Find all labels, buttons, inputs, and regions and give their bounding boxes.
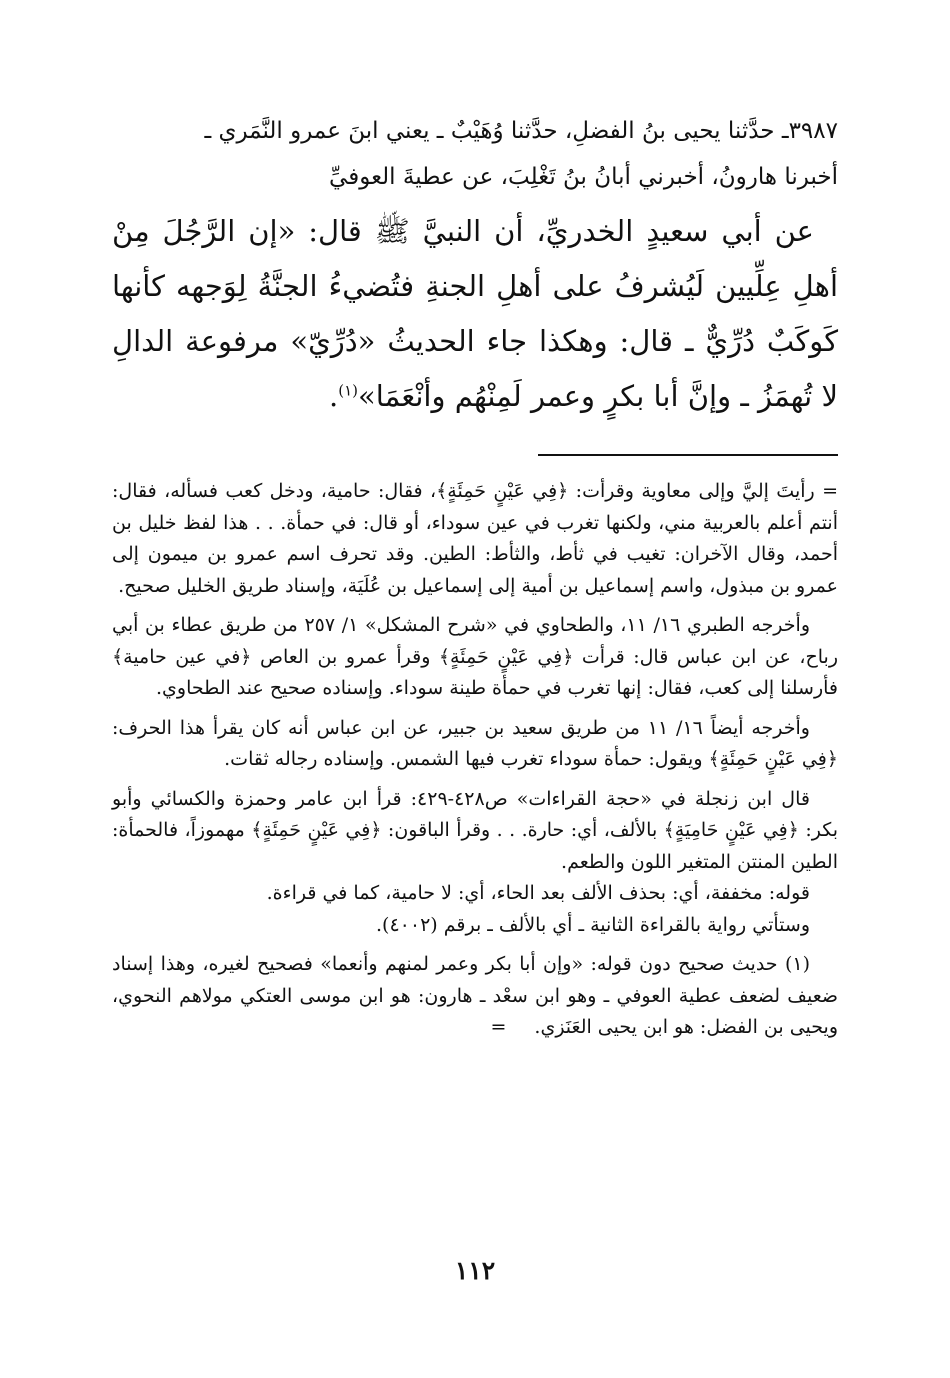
footnote-divider [538,454,838,456]
hadith-body-text: عن أبي سعيدٍ الخدريِّ، أن النبيَّ ﷺ قال: «إن الرَّجُلَ مِنْ أهلِ عِلِّيين لَيُشرفُ على أهلِ الجنةِ فتُضيءُ الجنَّةُ لِوَجهه كأنها كَوكَبٌ دُرِّيٌّ ـ قال: وهكذا جاء الحديثُ «دُرِّيّ» مرفوعة الدالِ لا تُهمَزُ ـ وإنَّ أبا بكرٍ وعمر لَمِنْهُم وأنْعَمَا» [112,214,838,413]
footnote-reference: (١) [338,381,359,400]
footnote-paragraph-3: وأخرجه أيضاً ١٦/ ١١ من طريق سعيد بن جبير، عن ابن عباس أنه كان يقرأ هذا الحرف: ﴿فِي عَيْنٍ حَمِئَةٍ﴾ ويقول: حمأة سوداء تغرب فيها الشمس. وإسناده رجاله ثقات. [112,716,838,770]
hadith-chain-line-1: ٣٩٨٧ـ حدَّثنا يحيى بنُ الفضلِ، حدَّثنا وُهَيْبٌ ـ يعني ابنَ عمرو النَّمَري ـ [204,118,838,144]
hadith-chain [112,108,838,200]
footnotes-section [112,476,838,1044]
footnote-paragraph-4: قال ابن زنجلة في «حجة القراءات» ص٤٢٨-٤٢٩: قرأ ابن عامر وحمزة والكسائي وأبو بكر: ﴿فِي عَيْنٍ حَامِيَةٍ﴾ بالألف، أي: حارة. . . وقرأ الباقون: ﴿فِي عَيْنٍ حَمِئَةٍ﴾ مهموزاً، فالحمأة: الطين المنتن المتغير اللون والطعم. [112,787,838,873]
hadith-body [112,204,838,424]
footnote-paragraph-7 [112,949,838,1044]
footnote-1-text: (١) حديث صحيح دون قوله: «وإن أبا بكر وعمر لمنهم وأنعما» فصحيح لغيره، وهذا إسناد ضعيف لضعف عطية العوفي ـ وهو ابن سعْد ـ هارون: هو ابن موسى العتكي مولاهم النحوي، ويحيى بن الفضل: هو ابن يحيى العَنَزي. [112,953,838,1038]
footnote-paragraph-5: قوله: مخففة، أي: بحذف الألف بعد الحاء، أي: لا حامية، كما في قراءة. [266,882,810,904]
footnote-paragraph-1: = رأيتَ إليَّ وإلى معاوية وقرأت: ﴿فِي عَيْنٍ حَمِئَةٍ﴾، فقال: حامية، ودخل كعب فسأله، فقال: أنتم أعلم بالعربية مني، ولكنها تغرب في عين سوداء، أو قال: في حمأة. . . هذا لفظ خليل بن أحمد، وقال الآخران: تغيب في ثأط، والثأط: الطين. وقد تحرف اسم عمرو بن ميمون إلى عمرو بن مبذول، واسم إسماعيل بن أمية إلى إسماعيل بن عُلَيَة، وإسناد طريق الخليل صحيح. [112,480,838,597]
footnote-paragraph-2: وأخرجه الطبري ١٦/ ١١، والطحاوي في «شرح المشكل» ١/ ٢٥٧ من طريق عطاء بن أبي رباح، عن ابن عباس قال: قرأت ﴿فِي عَيْنٍ حَمِئَةٍ﴾ وقرأ عمرو بن العاص ﴿في عين حامية﴾ فأرسلنا إلى كعب، فقال: إنها تغرب في حمأة طينة سوداء. وإسناده صحيح عند الطحاوي. [112,614,838,699]
page-number: ١١٢ [454,1256,496,1285]
footnote-paragraph-6: وستأتي رواية بالقراءة الثانية ـ أي بالألف ـ برقم (٤٠٠٢). [376,913,810,936]
hadith-end-period: . [329,379,339,413]
hadith-chain-line-2: أخبرنا هارونُ، أخبرني أبانُ بنُ تَغْلِبَ، عن عطيةَ العوفيِّ [329,164,838,190]
continuation-mark: = [490,1016,507,1038]
